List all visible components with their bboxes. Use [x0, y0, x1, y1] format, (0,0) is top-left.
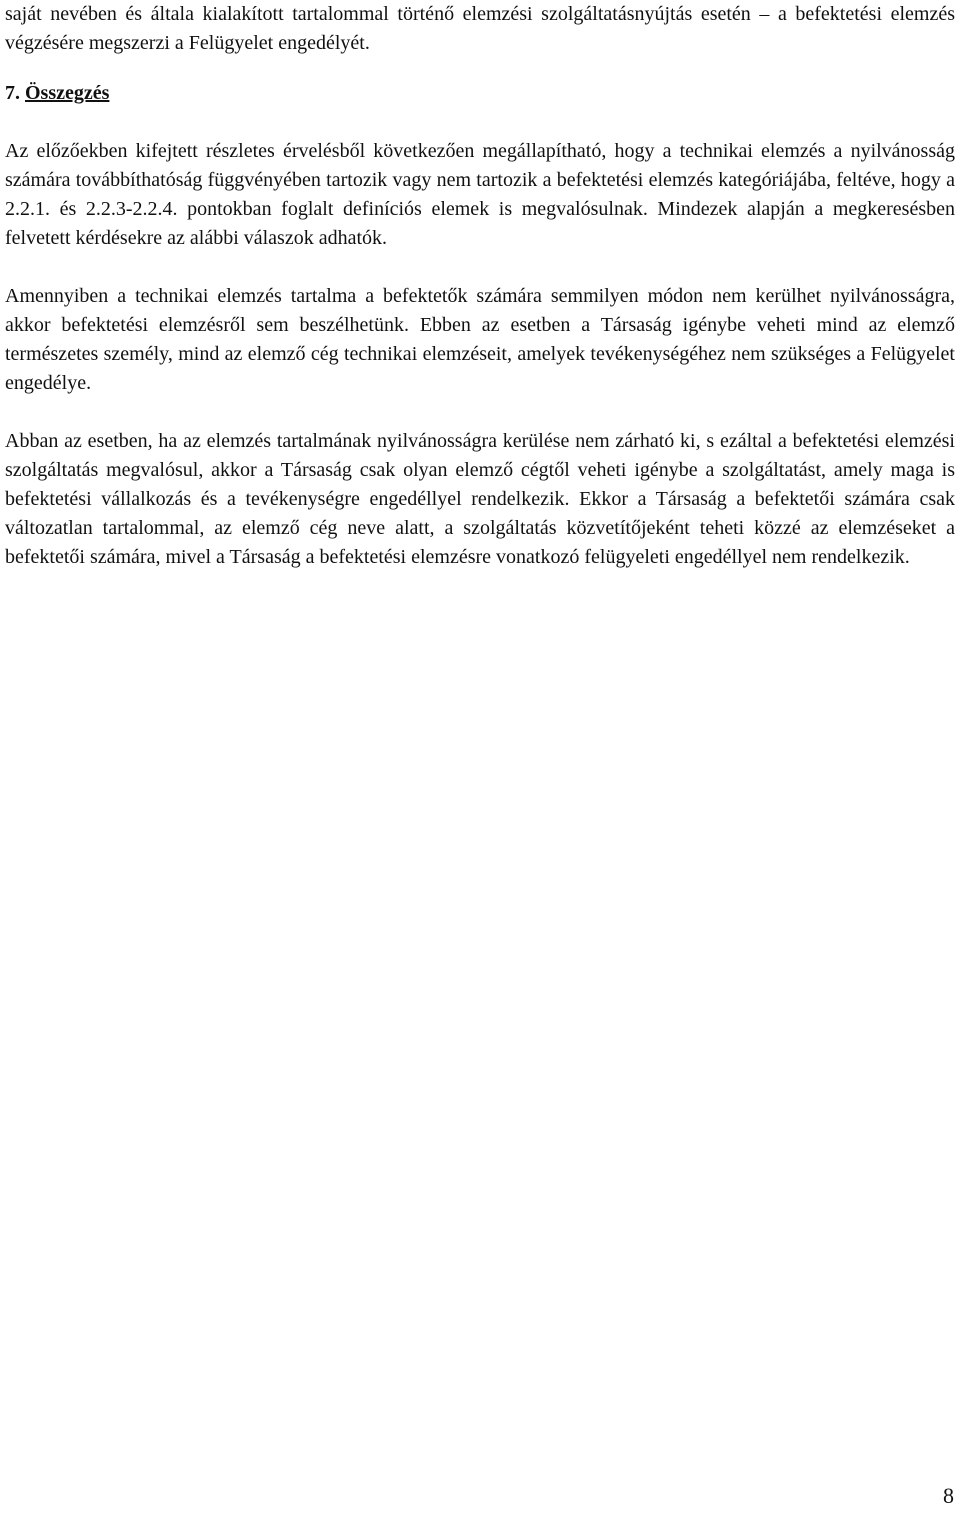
- paragraph-summary: Az előzőekben kifejtett részletes érvelésből következően megállapítható, hogy a technikai elemzés a nyilvánosság számára továbbíthatóság függvényében tartozik vagy nem tartozik a befektetési elemzés kategóriájába, feltéve, hogy a 2.2.1. és 2.2.3-2.2.4. pontokban foglalt definíciós elemek is megvalósulnak. Mindezek alapján a megkeresésben felvetett kérdésekre az alábbi válaszok adhatók.: [5, 140, 955, 249]
- section-title: Összegzés: [25, 82, 110, 104]
- section-number: 7.: [5, 82, 20, 104]
- paragraph-publicity: Abban az esetben, ha az elemzés tartalmának nyilvánosságra kerülése nem zárható ki, s ezáltal a befektetési elemzési szolgáltatás megvalósul, akkor a Társaság csak olyan elemző cégtől veheti igénybe a szolgáltatást, amely maga is befektetési vállalkozás és a tevékenységre engedéllyel rendelkezik. Ekkor a Társaság a befektetői számára csak változatlan tartalommal, az elemző cég neve alatt, a szolgáltatás közvetítőjeként teheti közzé az elemzéseket a befektetői számára, mivel a Társaság a befektetési elemzésre vonatkozó felügyeleti engedéllyel nem rendelkezik.: [5, 430, 955, 568]
- intro-paragraph: saját nevében és általa kialakított tartalommal történő elemzési szolgáltatásnyújtás esetén – a befektetési elemzés végzésére megszerzi a Felügyelet engedélyét.: [5, 3, 955, 54]
- page-number: 8: [943, 1483, 954, 1508]
- document-page: [5, 0, 955, 572]
- section-heading: [5, 79, 955, 108]
- paragraph-no-publicity: Amennyiben a technikai elemzés tartalma a befektetők számára semmilyen módon nem kerülhet nyilvánosságra, akkor befektetési elemzésről sem beszélhetünk. Ebben az esetben a Társaság igénybe veheti mind az elemző természetes személy, mind az elemző cég technikai elemzéseit, amelyek tevékenységéhez nem szükséges a Felügyelet engedélye.: [5, 285, 955, 394]
